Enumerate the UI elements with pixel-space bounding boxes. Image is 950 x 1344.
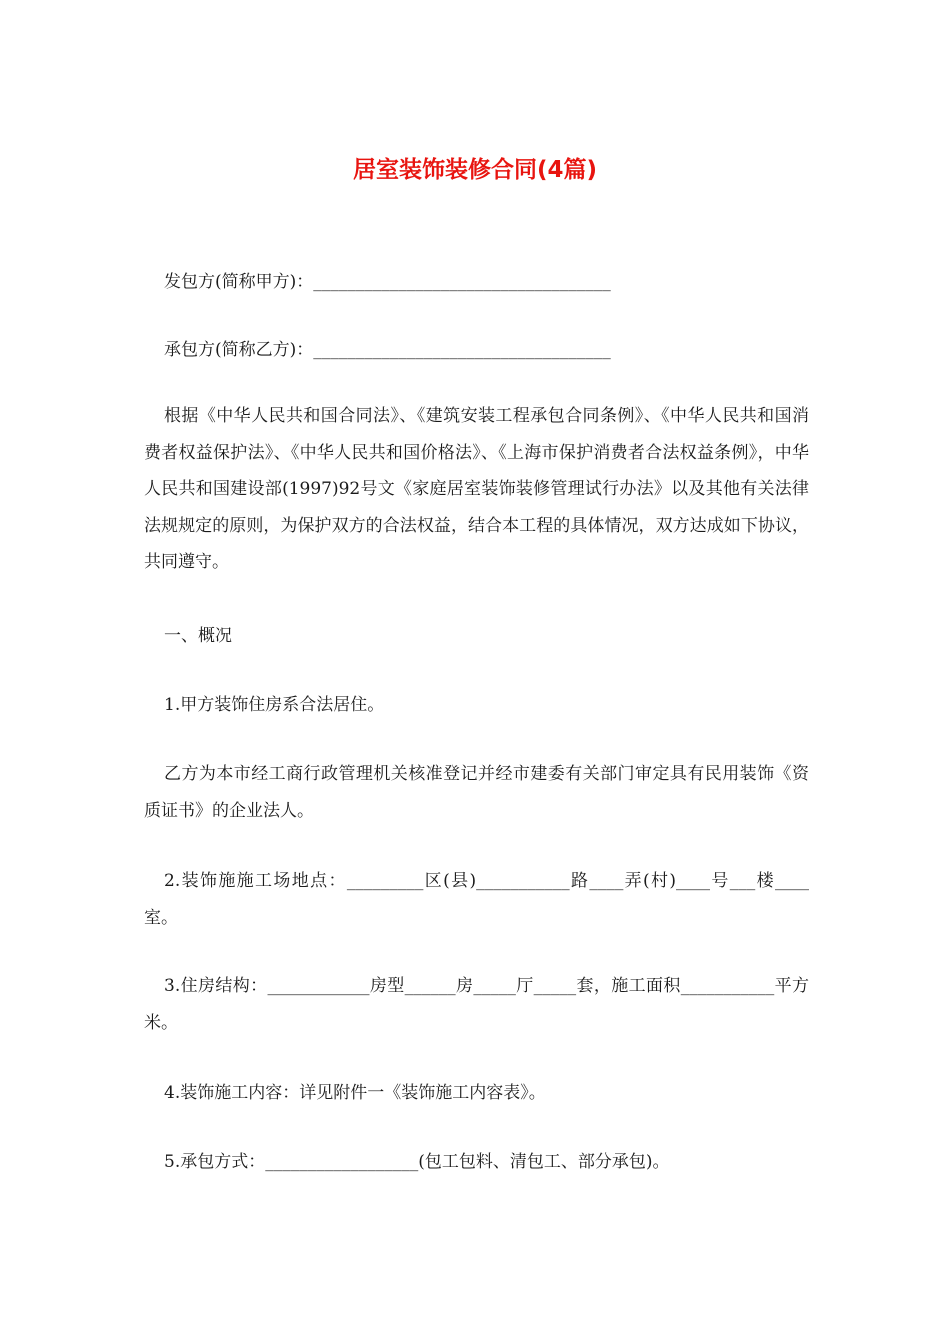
clause-1-note: 乙方为本市经工商行政管理机关核准登记并经市建委有关部门审定具有民用装饰《资质证书》的企业法人。	[144, 764, 809, 821]
preamble-paragraph: 根据《中华人民共和国合同法》、《建筑安装工程承包合同条例》、《中华人民共和国消费者权益保护法》、《中华人民共和国价格法》、《上海市保护消费者合法权益条例》，中华人民共和国建设部(1997)92号文《家庭居室装饰装修管理试行办法》以及其他有关法律法规规定的原则，为保护双方的合法权益，结合本工程的具体情况，双方达成如下协议，共同遵守。	[144, 406, 809, 572]
clause-2: 2.装饰施施工场地点：_________区(县)___________路____弄(村)____号___楼____室。	[144, 871, 809, 928]
clause-5: 5.承包方式：__________________(包工包料、清包工、部分承包)。	[164, 1152, 670, 1172]
section-1-heading: 一、概况	[164, 626, 232, 646]
clause-4: 4.装饰施工内容：详见附件一《装饰施工内容表》。	[164, 1083, 546, 1103]
document-title: 居室装饰装修合同(4篇)	[352, 157, 598, 183]
party-a-line: 发包方(简称甲方)：___________________________________	[164, 272, 611, 292]
clause-3: 3.住房结构：____________房型______房_____厅_____套，施工面积___________平方米。	[144, 976, 809, 1033]
party-b-line: 承包方(简称乙方)：___________________________________	[164, 340, 611, 360]
clause-1: 1.甲方装饰住房系合法居住。	[164, 695, 385, 715]
